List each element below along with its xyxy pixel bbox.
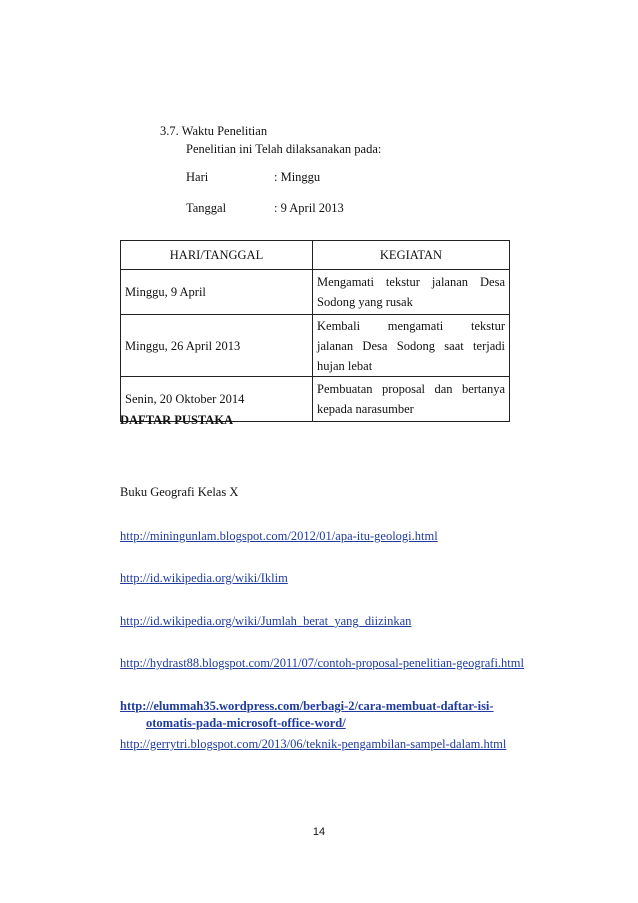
reference-link[interactable]: http://miningunlam.blogspot.com/2012/01/apa-itu-geologi.html — [120, 529, 438, 543]
date-label: Tanggal — [186, 201, 227, 215]
activity-line: Sodong yang rusak — [317, 295, 413, 309]
header-activity: KEGIATAN — [313, 241, 510, 270]
date-value: : 9 April 2013 — [274, 201, 344, 215]
activity-line: jalanan Desa Sodong saat terjadi — [317, 338, 505, 353]
table-header-row — [121, 241, 510, 270]
activity-line: kepada narasumber — [317, 402, 414, 416]
table-row — [121, 270, 510, 315]
day-value: : Minggu — [274, 170, 321, 184]
day-label: Hari — [186, 170, 209, 184]
section-heading: 3.7. Waktu Penelitian — [160, 124, 268, 138]
table-row — [121, 315, 510, 377]
row-date: Minggu, 26 April 2013 — [121, 315, 313, 377]
row-date: Senin, 20 Oktober 2014 — [121, 377, 313, 422]
reference-link[interactable]: http://id.wikipedia.org/wiki/Iklim — [120, 571, 288, 585]
references-title: DAFTAR PUSTAKA — [120, 413, 234, 427]
row-activity — [313, 270, 510, 315]
header-date: HARI/TANGGAL — [121, 241, 313, 270]
reference-link[interactable]: http://hydrast88.blogspot.com/2011/07/contoh-proposal-penelitian-geografi.html — [120, 656, 524, 670]
row-date: Minggu, 9 April — [121, 270, 313, 315]
row-activity — [313, 315, 510, 377]
reference-link-bold[interactable]: http://elummah35.wordpress.com/berbagi-2/cara-membuat-daftar-isi- — [120, 699, 494, 713]
activity-line: hujan lebat — [317, 358, 373, 373]
page-number: 14 — [312, 826, 326, 838]
row-activity — [313, 377, 510, 422]
reference-link[interactable]: http://id.wikipedia.org/wiki/Jumlah_berat_yang_diizinkan — [120, 614, 412, 628]
reference-link[interactable]: http://gerrytri.blogspot.com/2013/06/teknik-pengambilan-sampel-dalam.html — [120, 737, 507, 751]
reference-book: Buku Geografi Kelas X — [120, 485, 239, 499]
activity-line: Mengamati tekstur jalanan Desa — [317, 275, 505, 289]
activity-line: Pembuatan proposal dan bertanya — [317, 382, 505, 396]
activity-line: Kembali mengamati tekstur — [317, 318, 505, 333]
section-intro: Penelitian ini Telah dilaksanakan pada: — [186, 142, 382, 156]
reference-link-bold-continued[interactable]: otomatis-pada-microsoft-office-word/ — [146, 716, 346, 730]
schedule-table — [120, 240, 510, 422]
